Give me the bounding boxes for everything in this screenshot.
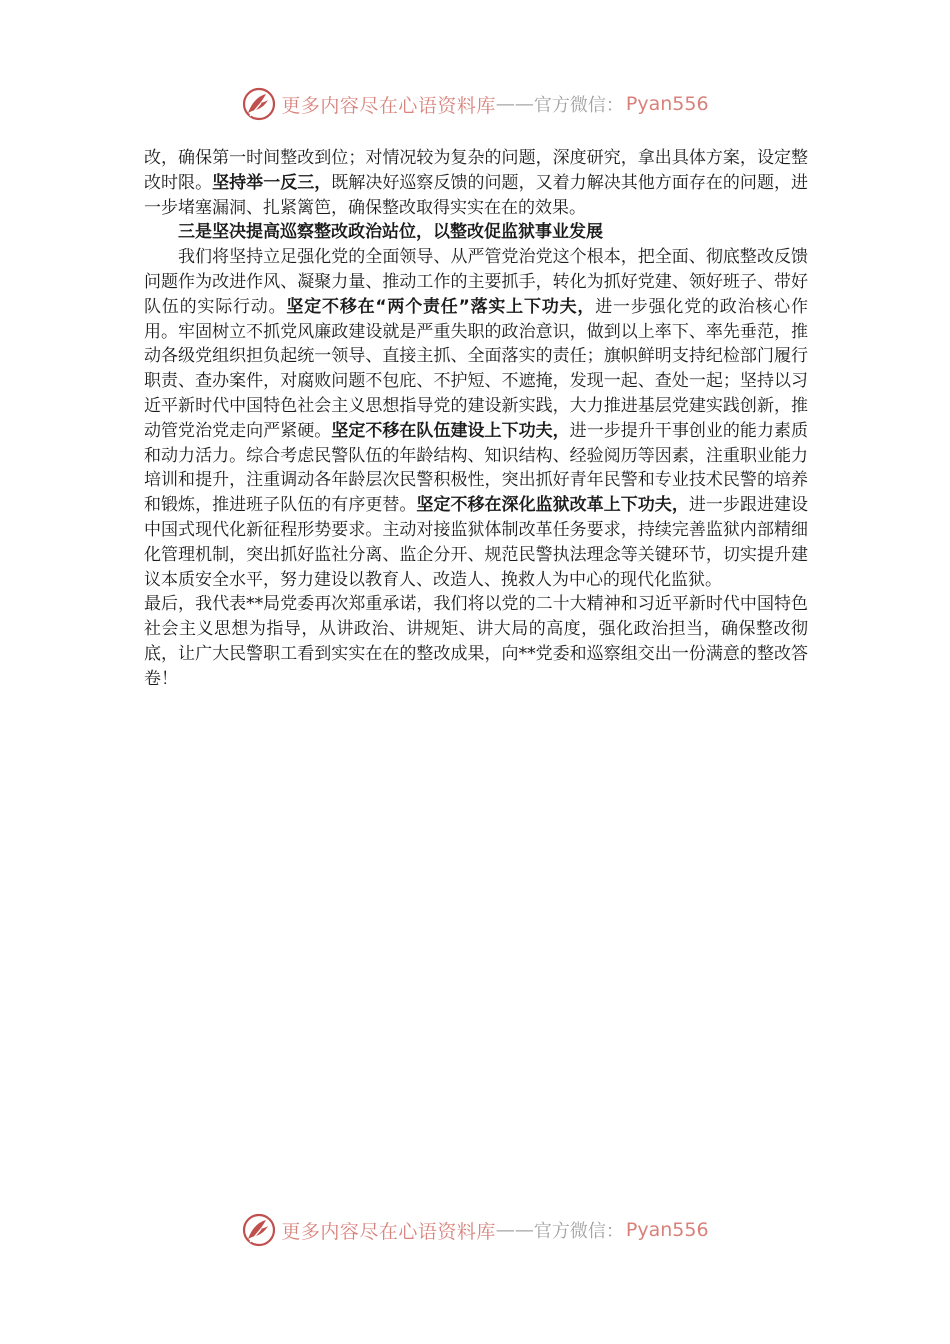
emphasis-text: 坚定不移在“两个责任”落实上下功夫， [286, 296, 596, 317]
header-watermark-banner [0, 84, 950, 124]
document-body [144, 146, 808, 692]
paragraph-main [144, 245, 808, 592]
footer-brand-text: 更多内容尽在心语资料库 [281, 1220, 496, 1243]
paragraph-text: 我们将坚持立足强化党的全面领导、从严管党治党这个根本，把全面、彻底整改反馈问题作为改进作风、凝聚力量、推动工作的主要抓手，转化为抓好党建、领好班子、带好队伍的实际行动。 [144, 247, 808, 317]
footer-wechat-label: 官方微信： [533, 1221, 624, 1242]
section-heading: 三是坚决提高巡察整改政治站位，以整改促监狱事业发展 [178, 222, 603, 243]
emphasis-text: 坚持举一反三， [212, 172, 332, 193]
footer-wechat-id: Pyan556 [625, 1219, 709, 1241]
paragraph-text: 既解决好巡察反馈的问题，又着力解决其他方面存在的问题，进一步堵塞漏洞、扎紧篱笆，确保整改取得实实在在的效果。 [144, 172, 809, 218]
header-wechat-label: 官方微信： [533, 95, 624, 116]
footer-watermark-banner [0, 1210, 950, 1250]
paragraph-continuation [144, 146, 808, 220]
paragraph-text: 改，确保第一时间整改到位；对情况较为复杂的问题，深度研究，拿出具体方案，设定整改时限。 [144, 148, 808, 193]
header-brand-text: 更多内容尽在心语资料库 [281, 94, 496, 117]
emphasis-text: 坚定不移在深化监狱改革上下功夫， [416, 495, 689, 516]
paragraph-text: 进一步提升干事创业的能力素质和动力活力。综合考虑民警队伍的年龄结构、知识结构、经验阅历等因素，注重职业能力培训和提升，注重调动各年龄层次民警积极性，突出抓好青年民警和专业技术民警的培养和锻炼，推进班子队伍的有序更替。 [144, 420, 809, 516]
header-wechat-id: Pyan556 [625, 93, 709, 115]
paragraph-closing: 最后，我代表**局党委再次郑重承诺，我们将以党的二十大精神和习近平新时代中国特色社会主义思想为指导，从讲政治、讲规矩、讲大局的高度，强化政治担当，确保整改彻底，让广大民警职工看到实实在在的整改成果，向**党委和巡察组交出一份满意的整改答卷！ [144, 594, 808, 689]
header-separator: —— [495, 93, 534, 115]
brand-logo-icon [241, 1212, 277, 1248]
paragraph-text: 进一步强化党的政治核心作用。牢固树立不抓党风廉政建设就是严重失职的政治意识，做到以上率下、率先垂范，推动各级党组织担负起统一领导、直接主抓、全面落实的责任；旗帜鲜明支持纪检部门履行职责、查办案件，对腐败问题不包庇、不护短、不遮掩，发现一起、查处一起；坚持以习近平新时代中国特色社会主义思想指导党的建设新实践，大力推进基层党建实践创新，推动管党治党走向严紧硬。 [144, 296, 808, 441]
footer-separator: —— [495, 1219, 534, 1241]
paragraph-text: 进一步跟进建设中国式现代化新征程形势要求。主动对接监狱体制改革任务要求，持续完善监狱内部精细化管理机制，突出抓好监社分离、监企分开、规范民警执法理念等关键环节，切实提升建议本质安全水平，努力建设以教育人、改造人、挽救人为中心的现代化监狱。 [144, 495, 809, 590]
brand-logo-icon [241, 86, 277, 122]
emphasis-text: 坚定不移在队伍建设上下功夫， [331, 420, 570, 441]
